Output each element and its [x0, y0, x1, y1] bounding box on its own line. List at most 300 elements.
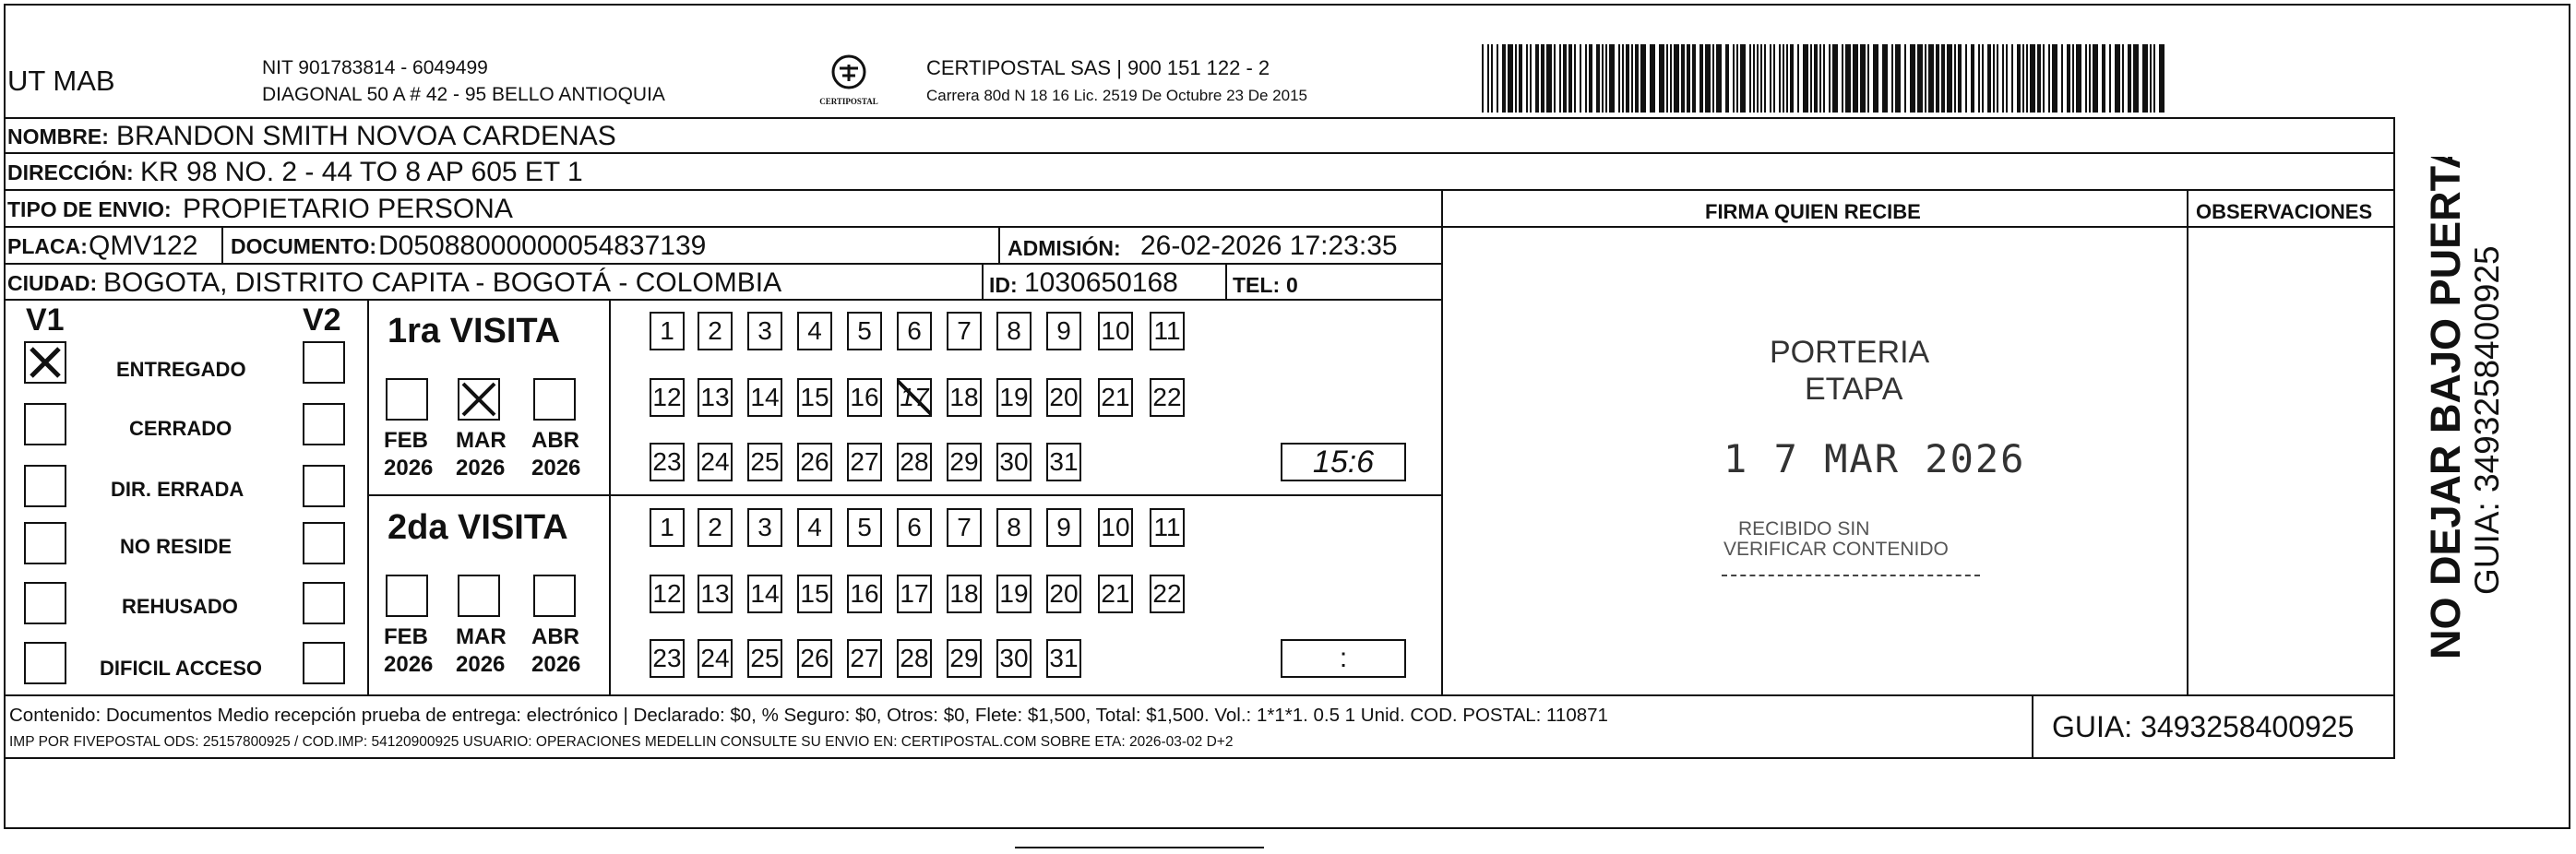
day-number: 11	[1153, 513, 1181, 541]
barcode-bar	[1987, 44, 1991, 113]
day-box-9[interactable]	[1046, 508, 1081, 547]
barcode-bar	[1674, 44, 1679, 113]
barcode-bar	[2002, 44, 2004, 113]
month-checkbox[interactable]	[386, 378, 428, 421]
day-number: 28	[900, 447, 929, 476]
year-label: 2026	[456, 456, 506, 480]
day-number: 15	[800, 383, 829, 411]
day-number: 30	[999, 644, 1029, 672]
direccion-label: DIRECCIÓN:	[7, 160, 134, 184]
day-box-27[interactable]	[847, 639, 882, 678]
barcode-bar	[1895, 44, 1901, 113]
day-number: 26	[800, 644, 829, 672]
barcode-bar	[2109, 44, 2111, 113]
day-box-8[interactable]	[996, 312, 1032, 350]
barcode-bar	[2037, 44, 2041, 113]
time-value: :	[1339, 643, 1348, 673]
barcode-bar	[2115, 44, 2120, 113]
day-box-16[interactable]	[847, 378, 882, 417]
barcode-bar	[1605, 44, 1607, 113]
day-number: 23	[652, 644, 682, 672]
day-box-11[interactable]	[1150, 508, 1185, 547]
form-right-edge	[2393, 117, 2395, 759]
barcode-bar	[1681, 44, 1685, 113]
barcode-bar	[2102, 44, 2105, 113]
month-label: FEB	[384, 624, 428, 649]
day-box-22[interactable]	[1150, 575, 1185, 613]
row-line-5	[4, 263, 1443, 265]
day-number: 4	[807, 513, 822, 541]
day-number: 1	[660, 513, 674, 541]
barcode-bar	[1803, 44, 1808, 113]
day-number: 29	[949, 644, 979, 672]
barcode-bar	[1860, 44, 1866, 113]
barcode-bar	[2153, 44, 2155, 113]
v1-checkbox[interactable]	[24, 465, 66, 507]
firma-left-edge	[1441, 189, 1443, 694]
v1-label: V1	[26, 302, 65, 338]
day-number: 28	[900, 644, 929, 672]
day-number: 13	[700, 579, 730, 608]
barcode-bar	[1526, 44, 1528, 113]
barcode-bar	[1764, 44, 1766, 113]
barcode-bar	[1829, 44, 1831, 113]
barcode-bar	[1622, 44, 1624, 113]
day-number: 8	[1007, 513, 1021, 541]
day-number: 16	[850, 383, 879, 411]
day-number: 2	[708, 513, 722, 541]
day-box-10[interactable]	[1098, 312, 1133, 350]
stamp-date: 1 7 MAR 2026	[1723, 436, 2026, 481]
bottom-fold-line	[1015, 847, 1264, 848]
day-number: 14	[750, 579, 780, 608]
month-checkbox[interactable]	[386, 575, 428, 617]
barcode-bar	[1626, 44, 1629, 113]
barcode-bar	[1770, 44, 1771, 113]
stamp-line1: PORTERIA	[1770, 335, 1930, 370]
barcode-bar	[1736, 44, 1738, 113]
barcode-bar	[2067, 44, 2070, 113]
id-divider	[982, 263, 984, 300]
day-box-19[interactable]	[996, 378, 1032, 417]
barcode-bar	[1487, 44, 1489, 113]
v2-checkbox[interactable]	[303, 582, 345, 624]
barcode-bar	[1882, 44, 1888, 113]
barcode-bar	[1725, 44, 1729, 113]
footer-line2: IMP POR FIVEPOSTAL ODS: 25157800925 / COD.IMP: 54120900925 USUARIO: OPERACIONES MEDELLIN CONSULTE SU ENVIO EN: CERTIPOSTAL.COM SOBRE ETA: 2026-03-02 D+2	[9, 734, 1234, 750]
barcode-bar	[1497, 44, 1498, 113]
day-box-19[interactable]	[996, 575, 1032, 613]
day-box-18[interactable]	[947, 378, 982, 417]
firma-header-line	[1441, 226, 2393, 228]
barcode-bar	[1740, 44, 1746, 113]
tel-label: TEL:	[1233, 273, 1281, 297]
side-line1: NO DEJAR BAJO PUERTA	[2422, 157, 2469, 659]
barcode-bar	[1823, 44, 1825, 113]
placa-value: QMV122	[89, 231, 198, 261]
month-label: MAR	[456, 624, 507, 649]
barcode-bar	[1936, 44, 1939, 113]
visit-title: 1ra VISITA	[388, 312, 561, 350]
v1-checkbox[interactable]	[24, 642, 66, 684]
day-box-13[interactable]	[698, 575, 733, 613]
day-number: 12	[652, 383, 682, 411]
day-box-5[interactable]	[847, 312, 882, 350]
barcode-bar	[1760, 44, 1762, 113]
day-number: 14	[750, 383, 780, 411]
day-box-14[interactable]	[747, 575, 782, 613]
barcode-bar	[1640, 44, 1646, 113]
barcode-bar	[1508, 44, 1513, 113]
barcode-bar	[1585, 44, 1587, 113]
day-box-29[interactable]	[947, 443, 982, 481]
v1-checkbox[interactable]	[24, 403, 66, 445]
day-box-12[interactable]	[650, 575, 685, 613]
barcode-bar	[1515, 44, 1517, 113]
day-box-26[interactable]	[797, 443, 832, 481]
barcode-bar	[2133, 44, 2139, 113]
barcode-bar	[1783, 44, 1784, 113]
day-box-18[interactable]	[947, 575, 982, 613]
day-box-30[interactable]	[996, 639, 1032, 678]
day-box-31[interactable]	[1046, 443, 1081, 481]
day-box-28[interactable]	[897, 443, 932, 481]
top-edge-line	[4, 4, 2570, 6]
tipo-value: PROPIETARIO PERSONA	[183, 194, 513, 224]
day-box-27[interactable]	[847, 443, 882, 481]
day-number: 4	[807, 316, 822, 345]
day-number: 24	[700, 447, 730, 476]
barcode-bar	[2030, 44, 2035, 113]
barcode-bar	[1910, 44, 1915, 113]
check-x-icon	[459, 380, 498, 419]
barcode-bar	[2142, 44, 2148, 113]
day-box-8[interactable]	[996, 508, 1032, 547]
tel-value: 0	[1286, 273, 1298, 297]
month-checkbox[interactable]	[458, 575, 500, 617]
barcode-bar	[1589, 44, 1592, 113]
day-box-9[interactable]	[1046, 312, 1081, 350]
barcode-bar	[1568, 44, 1572, 113]
barcode-bar	[1845, 44, 1851, 113]
barcode-bar	[1563, 44, 1567, 113]
day-number: 22	[1152, 579, 1182, 608]
day-box-6[interactable]	[897, 312, 932, 350]
barcode-bar	[1965, 44, 1967, 113]
day-number: 9	[1056, 316, 1071, 345]
barcode-bar	[1716, 44, 1722, 113]
day-box-30[interactable]	[996, 443, 1032, 481]
barcode-bar	[1559, 44, 1561, 113]
status-label: ENTREGADO	[116, 358, 246, 381]
barcode-bar	[2089, 44, 2091, 113]
day-box-11[interactable]	[1150, 312, 1185, 350]
v1-checkbox[interactable]	[24, 341, 66, 384]
day-number: 12	[652, 579, 682, 608]
barcode-bar	[1670, 44, 1672, 113]
year-label: 2026	[384, 456, 434, 480]
tipo-label: TIPO DE ENVIO:	[7, 197, 172, 221]
day-box-13[interactable]	[698, 378, 733, 417]
guia-box-divider	[2032, 694, 2033, 759]
day-box-28[interactable]	[897, 639, 932, 678]
side-text	[2403, 157, 2541, 664]
barcode-bar	[1580, 44, 1581, 113]
barcode-bar	[1491, 44, 1493, 113]
day-box-14[interactable]	[747, 378, 782, 417]
carrier-name: CERTIPOSTAL SAS | 900 151 122 - 2	[926, 56, 1270, 79]
placa-label: PLACA:	[7, 234, 88, 258]
day-number: 27	[850, 644, 879, 672]
company-address: DIAGONAL 50 A # 42 - 95 BELLO ANTIOQUIA	[262, 84, 665, 105]
barcode-bar	[1786, 44, 1788, 113]
day-number: 5	[857, 316, 872, 345]
time-value: 15:6	[1312, 444, 1375, 480]
day-box-31[interactable]	[1046, 639, 1081, 678]
day-box-22[interactable]	[1150, 378, 1185, 417]
day-box-25[interactable]	[747, 639, 782, 678]
day-box-10[interactable]	[1098, 508, 1133, 547]
barcode-bar	[2006, 44, 2008, 113]
barcode-bar	[1779, 44, 1781, 113]
barcode-bar	[1712, 44, 1714, 113]
day-box-4[interactable]	[797, 508, 832, 547]
day-box-16[interactable]	[847, 575, 882, 613]
svg-text:CERTIPOSTAL: CERTIPOSTAL	[819, 97, 878, 106]
day-number: 2	[708, 316, 722, 345]
day-number: 9	[1056, 513, 1071, 541]
barcode-bar	[2128, 44, 2131, 113]
v2-checkbox[interactable]	[303, 465, 345, 507]
day-number: 19	[999, 579, 1029, 608]
barcode-bar	[1574, 44, 1576, 113]
day-number: 3	[757, 316, 772, 345]
day-box-1[interactable]	[650, 508, 685, 547]
barcode-bar	[1997, 44, 1998, 113]
barcode-bar	[2043, 44, 2045, 113]
barcode-bar	[1773, 44, 1775, 113]
day-box-17[interactable]	[897, 575, 932, 613]
barcode-bar	[1832, 44, 1838, 113]
barcode	[1482, 44, 2168, 113]
nit-text: NIT 901783814 - 6049499	[262, 57, 488, 78]
barcode-bar	[2052, 44, 2057, 113]
day-box-17[interactable]	[897, 378, 932, 417]
documento-value: D05088000000054837139	[378, 231, 707, 261]
barcode-bar	[1687, 44, 1690, 113]
day-number: 17	[900, 383, 929, 411]
v2-checkbox[interactable]	[303, 642, 345, 684]
year-label: 2026	[456, 652, 506, 677]
barcode-bar	[2022, 44, 2024, 113]
day-number: 24	[700, 644, 730, 672]
day-number: 13	[700, 383, 730, 411]
barcode-bar	[1535, 44, 1539, 113]
day-number: 10	[1101, 316, 1130, 345]
stamp-underline	[1722, 575, 1980, 576]
barcode-bar	[1546, 44, 1552, 113]
visit-title: 2da VISITA	[388, 508, 568, 547]
day-box-2[interactable]	[698, 508, 733, 547]
day-box-15[interactable]	[797, 575, 832, 613]
barcode-bar	[1954, 44, 1956, 113]
day-number: 23	[652, 447, 682, 476]
barcode-bar	[1982, 44, 1984, 113]
day-number: 25	[750, 644, 780, 672]
barcode-bar	[1904, 44, 1906, 113]
row-line-3	[4, 189, 2395, 191]
day-box-21[interactable]	[1098, 575, 1133, 613]
barcode-bar	[1891, 44, 1893, 113]
barcode-bar	[2048, 44, 2050, 113]
status-label: DIR. ERRADA	[111, 478, 244, 501]
barcode-bar	[2122, 44, 2124, 113]
day-box-12[interactable]	[650, 378, 685, 417]
day-box-25[interactable]	[747, 443, 782, 481]
barcode-bar	[1635, 44, 1639, 113]
direccion-value: KR 98 NO. 2 - 44 TO 8 AP 605 ET 1	[140, 157, 583, 187]
admision-divider	[998, 226, 1000, 263]
month-checkbox[interactable]	[458, 378, 500, 421]
day-box-21[interactable]	[1098, 378, 1133, 417]
barcode-bar	[1819, 44, 1821, 113]
barcode-bar	[1602, 44, 1604, 113]
day-number: 21	[1101, 579, 1130, 608]
day-number: 21	[1101, 383, 1130, 411]
admision-value: 26-02-2026 17:23:35	[1140, 231, 1398, 261]
nombre-value: BRANDON SMITH NOVOA CARDENAS	[116, 121, 616, 151]
day-number: 20	[1049, 383, 1079, 411]
barcode-bar	[1947, 44, 1952, 113]
barcode-bar	[2159, 44, 2165, 113]
day-number: 11	[1153, 316, 1181, 345]
id-value: 1030650168	[1024, 267, 1178, 298]
time-box[interactable]	[1281, 639, 1406, 678]
month-checkbox[interactable]	[533, 378, 576, 421]
barcode-bar	[1941, 44, 1945, 113]
day-box-20[interactable]	[1046, 575, 1081, 613]
barcode-bar	[1958, 44, 1962, 113]
barcode-bar	[2085, 44, 2087, 113]
day-box-24[interactable]	[698, 443, 733, 481]
received-stamp	[1703, 327, 2026, 595]
barcode-bar	[2072, 44, 2074, 113]
day-box-3[interactable]	[747, 312, 782, 350]
barcode-bar	[1502, 44, 1506, 113]
day-number: 18	[949, 579, 979, 608]
day-number: 22	[1152, 383, 1182, 411]
v2-checkbox[interactable]	[303, 403, 345, 445]
stamp-line2: ETAPA	[1805, 372, 1903, 407]
barcode-bar	[1757, 44, 1759, 113]
barcode-bar	[1631, 44, 1633, 113]
v2-checkbox[interactable]	[303, 522, 345, 564]
ciudad-value: BOGOTA, DISTRITO CAPITA - BOGOTÁ - COLOMBIA	[103, 267, 782, 298]
month-label: MAR	[456, 428, 507, 453]
day-number: 5	[857, 513, 872, 541]
year-label: 2026	[531, 652, 581, 677]
time-box[interactable]	[1281, 443, 1406, 481]
day-box-15[interactable]	[797, 378, 832, 417]
obs-label: OBSERVACIONES	[2196, 200, 2373, 223]
day-number: 19	[999, 383, 1029, 411]
id-label: ID:	[989, 273, 1018, 297]
side-line2: GUIA: 3493258400925	[2468, 245, 2506, 595]
month-label: FEB	[384, 428, 428, 453]
day-box-6[interactable]	[897, 508, 932, 547]
status-label: DIFICIL ACCESO	[100, 657, 263, 680]
day-box-20[interactable]	[1046, 378, 1081, 417]
v1-checkbox[interactable]	[24, 522, 66, 564]
day-box-2[interactable]	[698, 312, 733, 350]
v2-label: V2	[303, 302, 341, 338]
day-number: 1	[660, 316, 674, 345]
day-box-23[interactable]	[650, 443, 685, 481]
day-box-5[interactable]	[847, 508, 882, 547]
day-box-26[interactable]	[797, 639, 832, 678]
day-box-29[interactable]	[947, 639, 982, 678]
day-box-24[interactable]	[698, 639, 733, 678]
status-visit-divider	[367, 299, 369, 694]
day-number: 18	[949, 383, 979, 411]
barcode-bar	[1596, 44, 1600, 113]
month-label: ABR	[531, 624, 579, 649]
row-line-6	[4, 299, 1443, 301]
guia-box: GUIA: 3493258400925	[2052, 710, 2355, 743]
barcode-bar	[1733, 44, 1735, 113]
admision-label: ADMISIÓN:	[1008, 236, 1121, 260]
tel-divider	[1225, 263, 1227, 300]
day-number: 17	[900, 579, 929, 608]
day-number: 6	[907, 316, 922, 345]
barcode-bar	[1814, 44, 1818, 113]
day-number: 31	[1049, 644, 1079, 672]
barcode-bar	[1692, 44, 1696, 113]
day-number: 26	[800, 447, 829, 476]
barcode-bar	[2026, 44, 2028, 113]
barcode-bar	[1867, 44, 1869, 113]
barcode-bar	[1618, 44, 1620, 113]
day-number: 7	[957, 316, 972, 345]
barcode-bar	[2061, 44, 2063, 113]
barcode-bar	[2076, 44, 2081, 113]
day-number: 10	[1101, 513, 1130, 541]
ciudad-label: CIUDAD:	[7, 271, 98, 295]
month-label: ABR	[531, 428, 579, 453]
v2-checkbox[interactable]	[303, 341, 345, 384]
certipostal-logo	[812, 52, 886, 109]
documento-label: DOCUMENTO:	[231, 234, 377, 258]
placa-divider	[221, 226, 223, 263]
day-number: 27	[850, 447, 879, 476]
barcode-bar	[1842, 44, 1843, 113]
day-box-7[interactable]	[947, 508, 982, 547]
month-checkbox[interactable]	[533, 575, 576, 617]
stamp-line3: RECIBIDO SIN	[1738, 518, 1870, 540]
visits-split-line	[367, 494, 1443, 496]
day-box-23[interactable]	[650, 639, 685, 678]
stamp-line4: VERIFICAR CONTENIDO	[1723, 539, 1949, 560]
nombre-label: NOMBRE:	[7, 125, 109, 148]
day-number: 29	[949, 447, 979, 476]
day-box-7[interactable]	[947, 312, 982, 350]
v1-checkbox[interactable]	[24, 582, 66, 624]
day-box-1[interactable]	[650, 312, 685, 350]
barcode-bar	[1790, 44, 1794, 113]
barcode-bar	[1797, 44, 1799, 113]
day-box-4[interactable]	[797, 312, 832, 350]
day-box-3[interactable]	[747, 508, 782, 547]
